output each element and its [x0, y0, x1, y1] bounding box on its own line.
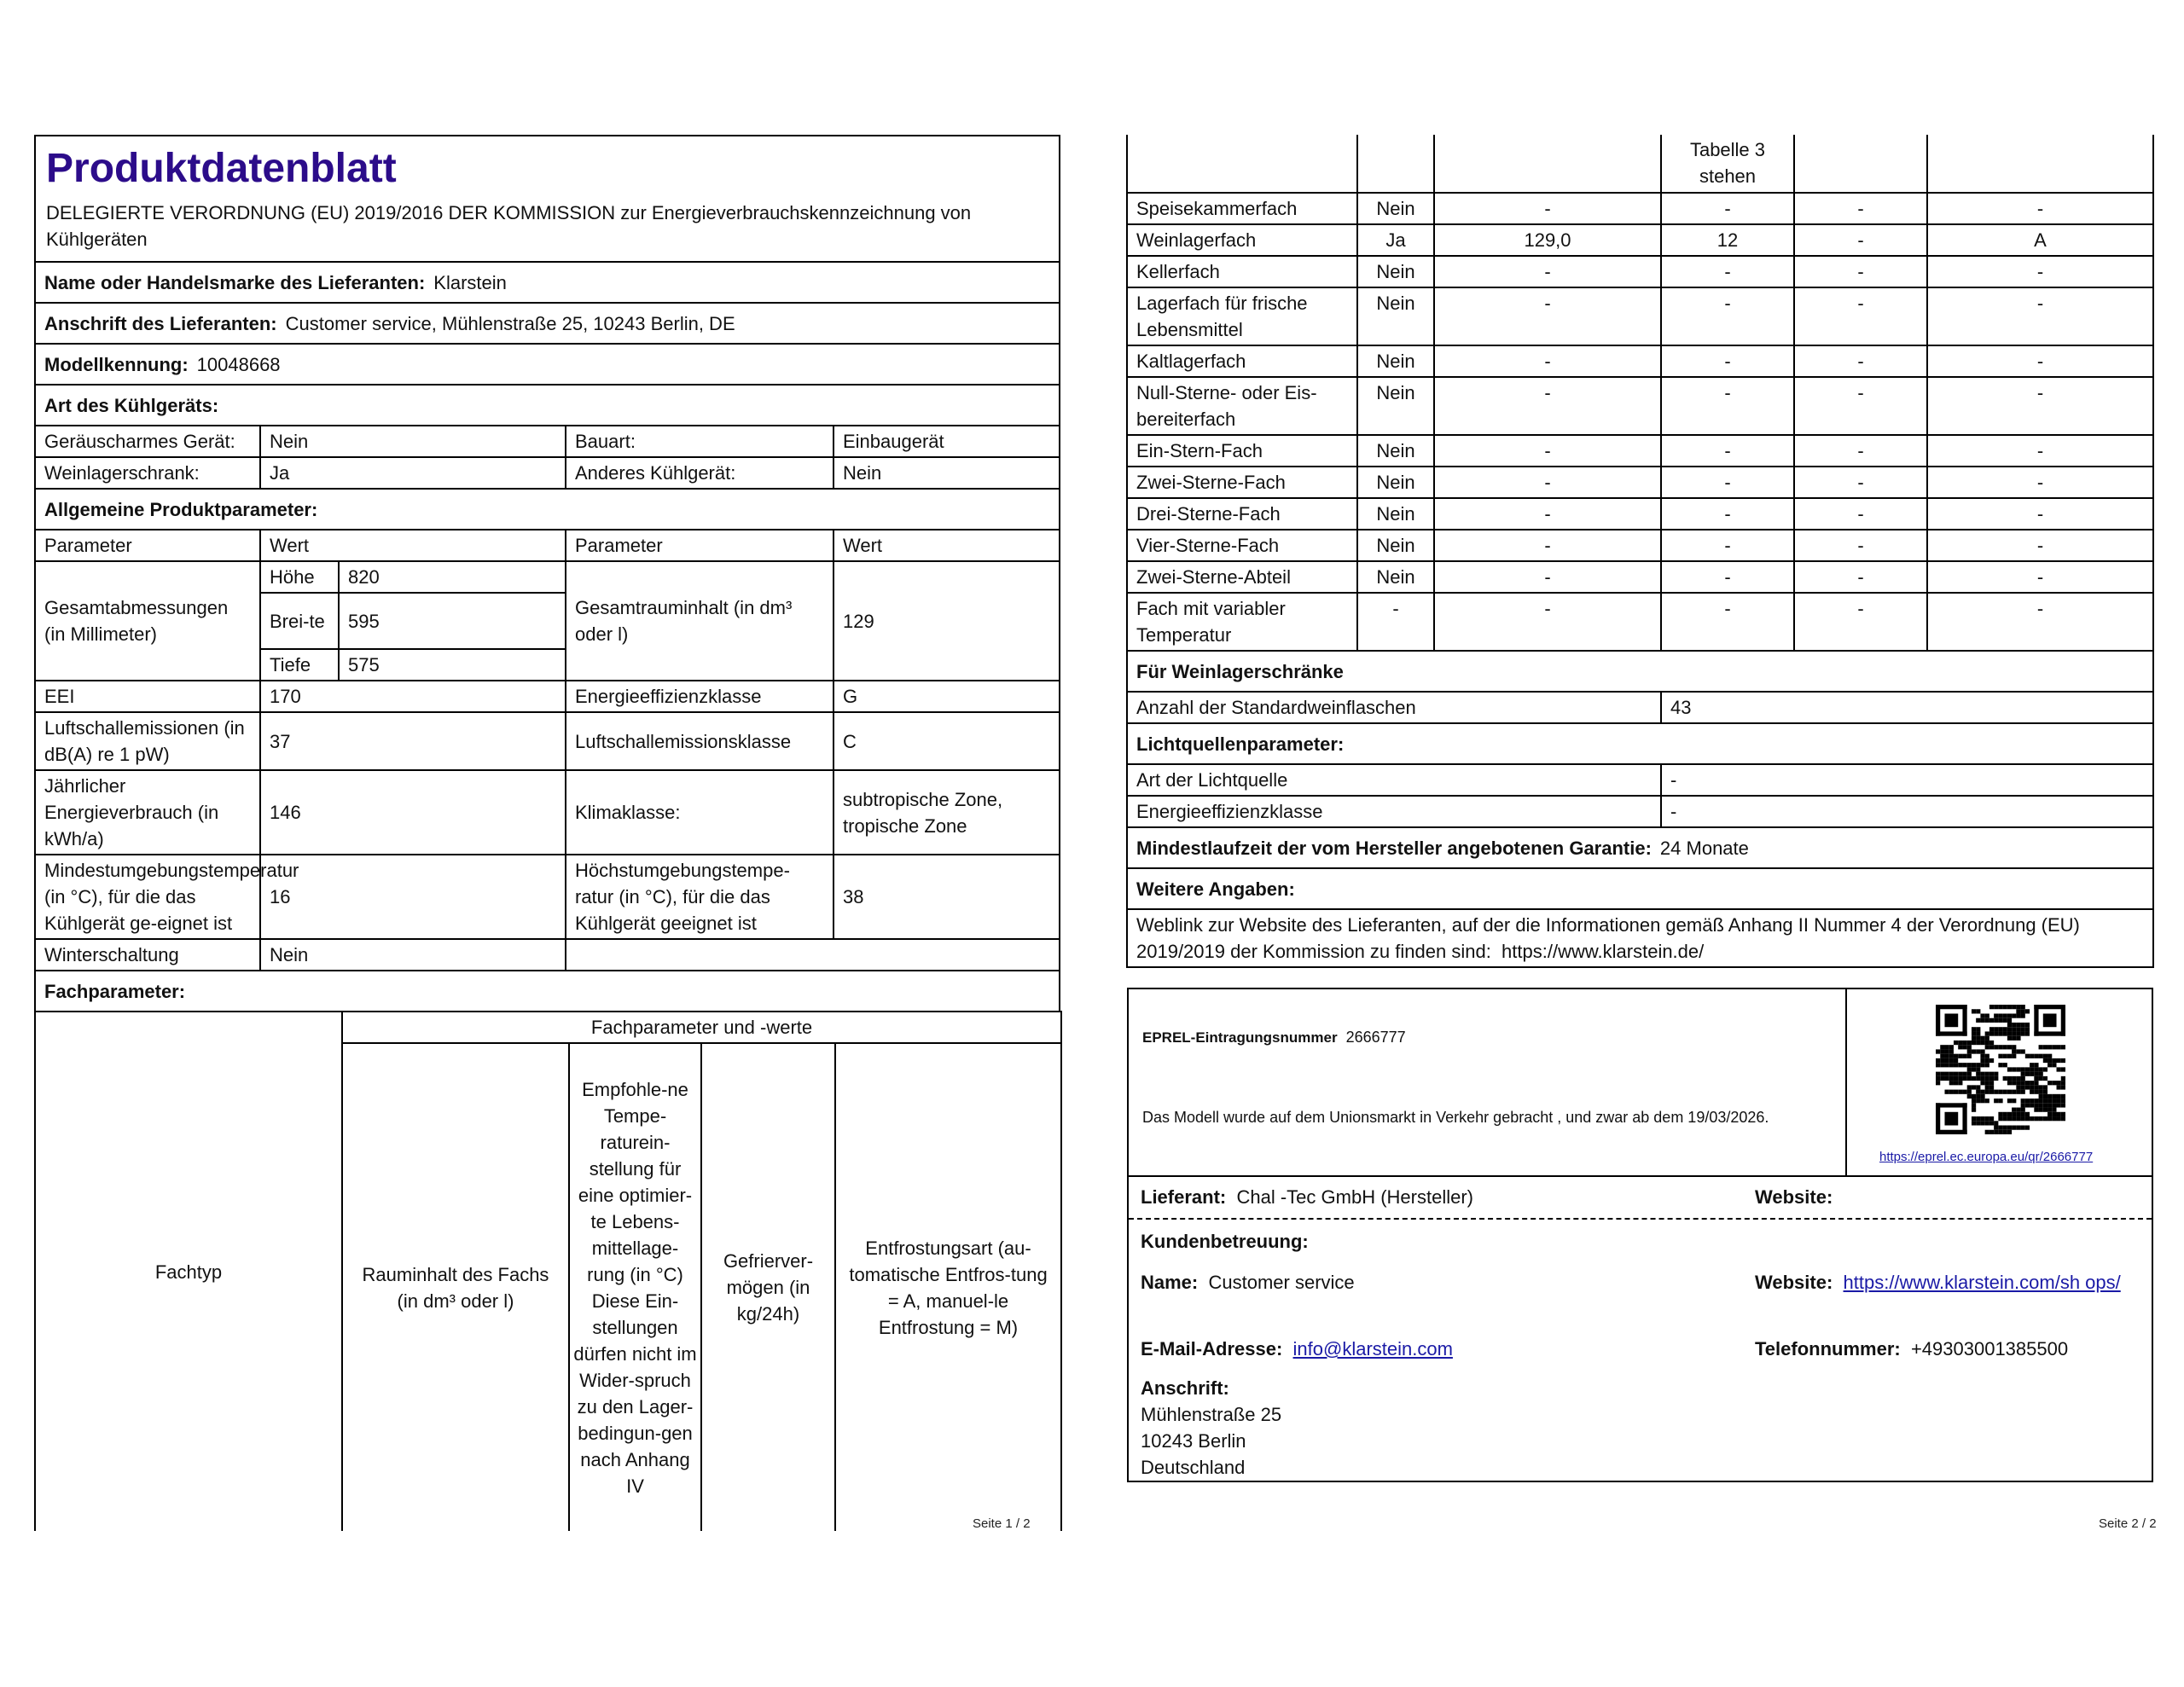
- compartment-name: Null-Sterne- oder Eis-bereiterfach: [1127, 377, 1357, 435]
- compartment-defrost: -: [1927, 530, 2153, 561]
- compartment-temp: -: [1661, 561, 1794, 593]
- compartment-defrost: -: [1927, 467, 2153, 498]
- compartment-defrost: -: [1927, 287, 2153, 345]
- compartment-present: Nein: [1357, 345, 1434, 377]
- compartment-present: Ja: [1357, 224, 1434, 256]
- compartment-temp: -: [1661, 593, 1794, 651]
- page-one: [34, 135, 1060, 1531]
- table-row: [1127, 377, 2153, 435]
- eprel-supplier: Lieferant: Chal -Tec GmbH (Hersteller): [1141, 1186, 1473, 1208]
- cs-address: Anschrift: Mühlenstraße 25 10243 Berlin Deutschland: [1141, 1377, 1282, 1478]
- compartment-defrost: -: [1927, 593, 2153, 651]
- table-row: [1127, 467, 2153, 498]
- more-heading: Weitere Angaben:: [1127, 868, 2153, 909]
- other-value: Nein: [834, 457, 1060, 489]
- compartment-present: Nein: [1357, 498, 1434, 530]
- supplier-row: [1129, 1177, 2152, 1220]
- general-heading: Allgemeine Produktparameter:: [35, 489, 1060, 530]
- cs-email: E-Mail-Adresse: info@klarstein.com: [1141, 1338, 1453, 1359]
- eei-label: EEI: [35, 681, 260, 712]
- energy-value: 146: [260, 770, 566, 855]
- compartment-defrost: -: [1927, 193, 2153, 224]
- eclass-label: Energieeffizienzklasse: [566, 681, 834, 712]
- type-heading: Art des Kühlgeräts:: [35, 385, 1060, 426]
- compartment-temp: -: [1661, 287, 1794, 345]
- compartment-temp: -: [1661, 377, 1794, 435]
- param-header-2: Parameter: [566, 530, 834, 561]
- compartment-freeze: -: [1794, 593, 1927, 651]
- compartment-volume: -: [1434, 530, 1661, 561]
- table-row: [1127, 345, 2153, 377]
- table-row: [1127, 193, 2153, 224]
- light-type-label: Art der Lichtquelle: [1127, 764, 1661, 796]
- document-subtitle: DELEGIERTE VERORDNUNG (EU) 2019/2016 DER KOMMISSION zur Energieverbrauchskennzeichnung von Kühlgeräten: [46, 202, 972, 250]
- table-row: [1127, 593, 2153, 651]
- compartment-volume: -: [1434, 593, 1661, 651]
- supplier-label: Name oder Handelsmarke des Lieferanten:: [44, 271, 426, 293]
- compartment-name: Weinlagerfach: [1127, 224, 1357, 256]
- cs-name: Name: Customer service: [1141, 1272, 1355, 1293]
- cont-empty-1: [1127, 135, 1357, 193]
- eprel-box: [1127, 988, 2153, 1482]
- customer-heading: Kundenbetreuung:: [1141, 1231, 1309, 1252]
- noise-class-label: Luftschallemissionsklasse: [566, 712, 834, 770]
- compartment-defrost: -: [1927, 256, 2153, 287]
- min-temp-label: Mindestumgebungstemperatur (in °C), für die das Kühlgerät ge-eignet ist: [35, 855, 260, 939]
- width-label: Brei-te: [260, 593, 339, 649]
- fach-header: Fachparameter und -werte: [342, 1012, 1061, 1043]
- qr-link[interactable]: https://eprel.ec.europa.eu/qr/2666777: [1879, 1150, 2094, 1164]
- height-value: 820: [339, 561, 566, 593]
- dims-label: Gesamtabmessungen (in Millimeter): [35, 561, 260, 681]
- col-volume: Rauminhalt des Fachs (in dm³ oder l): [342, 1043, 569, 1531]
- cont-empty-3: [1434, 135, 1661, 193]
- compartment-temp: -: [1661, 498, 1794, 530]
- compartment-present: Nein: [1357, 530, 1434, 561]
- bottles-label: Anzahl der Standardweinflaschen: [1127, 692, 1661, 723]
- design-label: Bauart:: [566, 426, 834, 457]
- light-class-value: -: [1661, 796, 2153, 827]
- depth-label: Tiefe: [260, 649, 339, 681]
- compartment-volume: -: [1434, 377, 1661, 435]
- warranty-row: Mindestlaufzeit der vom Hersteller angebotenen Garantie: 24 Monate: [1127, 827, 2153, 868]
- compartment-defrost: -: [1927, 377, 2153, 435]
- table-row: [1127, 530, 2153, 561]
- compartment-heading: Fachparameter:: [35, 971, 1060, 1012]
- table-row: [1127, 435, 2153, 467]
- compartment-temp: -: [1661, 467, 1794, 498]
- cs-website-link[interactable]: https://www.klarstein.com/sh ops/: [1843, 1272, 2121, 1293]
- compartment-present: Nein: [1357, 256, 1434, 287]
- compartment-name: Zwei-Sterne-Fach: [1127, 467, 1357, 498]
- compartment-volume: -: [1434, 435, 1661, 467]
- supplier-value: Klarstein: [433, 271, 507, 293]
- table-row: [1127, 224, 2153, 256]
- width-value: 595: [339, 593, 566, 649]
- weblink-text: Weblink zur Website des Lieferanten, auf der die Informationen gemäß Anhang II Nummer 4 der Verordnung (EU) 2019/2019 der Kommission zu finden sind:: [1136, 914, 2080, 962]
- cs-website: Website: https://www.klarstein.com/sh ops/: [1755, 1272, 2121, 1293]
- table-row: [1127, 498, 2153, 530]
- light-class-label: Energieeffizienzklasse: [1127, 796, 1661, 827]
- low-noise-label: Geräuscharmes Gerät:: [35, 426, 260, 457]
- wine-heading: Für Weinlagerschränke: [1127, 651, 2153, 692]
- compartment-defrost: -: [1927, 435, 2153, 467]
- wine-value: Ja: [260, 457, 566, 489]
- compartment-temp: -: [1661, 435, 1794, 467]
- low-noise-value: Nein: [260, 426, 566, 457]
- compartment-freeze: -: [1794, 287, 1927, 345]
- cont-empty-2: [1357, 135, 1434, 193]
- compartment-present: Nein: [1357, 287, 1434, 345]
- compartment-present: Nein: [1357, 377, 1434, 435]
- address-label: Anschrift des Lieferanten:: [44, 312, 277, 334]
- table-row: [1127, 256, 2153, 287]
- volume-value: 129: [834, 561, 1060, 681]
- compartment-volume: -: [1434, 193, 1661, 224]
- winter-empty: [566, 939, 1060, 971]
- winter-value: Nein: [260, 939, 566, 971]
- compartment-temp: -: [1661, 530, 1794, 561]
- noise-label: Luftschallemissionen (in dB(A) re 1 pW): [35, 712, 260, 770]
- model-value: 10048668: [196, 353, 281, 375]
- compartment-present: Nein: [1357, 561, 1434, 593]
- compartment-freeze: -: [1794, 561, 1927, 593]
- compartment-name: Drei-Sterne-Fach: [1127, 498, 1357, 530]
- design-value: Einbaugerät: [834, 426, 1060, 457]
- compartment-volume: 129,0: [1434, 224, 1661, 256]
- compartment-present: Nein: [1357, 193, 1434, 224]
- compartment-header-table: [34, 1011, 1062, 1531]
- compartment-freeze: -: [1794, 224, 1927, 256]
- supplier-row: [35, 262, 1060, 303]
- page-two: [1126, 135, 2152, 968]
- compartment-name: Zwei-Sterne-Abteil: [1127, 561, 1357, 593]
- compartment-name: Fach mit variabler Temperatur: [1127, 593, 1357, 651]
- noise-value: 37: [260, 712, 566, 770]
- model-label: Modellkennung:: [44, 353, 189, 375]
- energy-label: Jährlicher Energieverbrauch (in kWh/a): [35, 770, 260, 855]
- volume-label: Gesamtrauminhalt (in dm³ oder l): [566, 561, 834, 681]
- eclass-value: G: [834, 681, 1060, 712]
- wine-label: Weinlagerschrank:: [35, 457, 260, 489]
- compartment-freeze: -: [1794, 498, 1927, 530]
- page-one-footer: Seite 1 / 2: [973, 1516, 1031, 1531]
- other-label: Anderes Kühlgerät:: [566, 457, 834, 489]
- min-temp-value: 16: [260, 855, 566, 939]
- col-fachtyp: Fachtyp: [35, 1012, 342, 1531]
- eprel-divider: [1845, 989, 1847, 1175]
- max-temp-label: Höchstumgebungstempe-ratur (in °C), für die das Kühlgerät geeignet ist: [566, 855, 834, 939]
- compartment-volume: -: [1434, 287, 1661, 345]
- compartment-temp: -: [1661, 193, 1794, 224]
- compartment-present: Nein: [1357, 467, 1434, 498]
- cont-empty-6: [1927, 135, 2153, 193]
- compartment-defrost: A: [1927, 224, 2153, 256]
- compartment-volume: -: [1434, 467, 1661, 498]
- climate-value: subtropische Zone, tropische Zone: [834, 770, 1060, 855]
- eprel-top-section: [1129, 989, 2152, 1177]
- compartment-freeze: -: [1794, 345, 1927, 377]
- compartment-name: Ein-Stern-Fach: [1127, 435, 1357, 467]
- compartment-present: -: [1357, 593, 1434, 651]
- depth-value: 575: [339, 649, 566, 681]
- param-header: Parameter: [35, 530, 260, 561]
- compartment-volume: -: [1434, 256, 1661, 287]
- value-header: Wert: [260, 530, 566, 561]
- address-row: [35, 303, 1060, 344]
- compartment-defrost: -: [1927, 498, 2153, 530]
- cont-empty-5: [1794, 135, 1927, 193]
- compartment-volume: -: [1434, 498, 1661, 530]
- height-label: Höhe: [260, 561, 339, 593]
- wine-section-table: [1126, 650, 2154, 968]
- eprel-website-label: Website:: [1755, 1186, 1833, 1208]
- compartment-freeze: -: [1794, 467, 1927, 498]
- light-heading: Lichtquellenparameter:: [1127, 723, 2153, 764]
- compartment-table: [1126, 135, 2154, 652]
- compartment-freeze: -: [1794, 193, 1927, 224]
- eprel-market-text: Das Modell wurde auf dem Unionsmarkt in Verkehr gebracht , und zwar ab dem 19/03/2026.: [1142, 1109, 1769, 1126]
- email-link[interactable]: info@klarstein.com: [1292, 1338, 1453, 1359]
- noise-class-value: C: [834, 712, 1060, 770]
- cs-phone: Telefonnummer: +49303001385500: [1755, 1338, 2069, 1359]
- winter-label: Winterschaltung: [35, 939, 260, 971]
- max-temp-value: 38: [834, 855, 1060, 939]
- col-temp: Empfohle-ne Tempe-raturein-stellung für eine optimier-te Lebens-mittellage-rung (in °C) Diese Ein-stellungen dürfen nicht im Wider-spruch zu den Lager-bedingun-gen nach Anhang IV: [569, 1043, 701, 1531]
- bottles-value: 43: [1661, 692, 2153, 723]
- cont-header: Tabelle 3 stehen: [1661, 135, 1794, 193]
- weblink-url[interactable]: https://www.klarstein.de/: [1502, 941, 1705, 962]
- col-defrost: Entfrostungsart (au-tomatische Entfros-tung = A, manuel-le Entfrostung = M): [835, 1043, 1061, 1531]
- compartment-name: Vier-Sterne-Fach: [1127, 530, 1357, 561]
- eprel-registration: EPREL-Eintragungsnummer 2666777: [1142, 1029, 1406, 1046]
- value-header-2: Wert: [834, 530, 1060, 561]
- table-row: [1127, 287, 2153, 345]
- compartment-freeze: -: [1794, 435, 1927, 467]
- eei-value: 170: [260, 681, 566, 712]
- compartment-freeze: -: [1794, 256, 1927, 287]
- title-cell: [35, 136, 1060, 262]
- compartment-name: Kellerfach: [1127, 256, 1357, 287]
- address-value: Customer service, Mühlenstraße 25, 10243 Berlin, DE: [285, 312, 735, 334]
- compartment-temp: 12: [1661, 224, 1794, 256]
- compartment-defrost: -: [1927, 561, 2153, 593]
- col-freeze: Gefrierver-mögen (in kg/24h): [701, 1043, 835, 1531]
- qr-code-icon[interactable]: [1936, 1005, 2065, 1134]
- weblink-row: [1127, 909, 2153, 967]
- compartment-freeze: -: [1794, 377, 1927, 435]
- compartment-name: Kaltlagerfach: [1127, 345, 1357, 377]
- compartment-name: Speisekammerfach: [1127, 193, 1357, 224]
- compartment-defrost: -: [1927, 345, 2153, 377]
- table-row: [1127, 561, 2153, 593]
- compartment-name: Lagerfach für frische Lebensmittel: [1127, 287, 1357, 345]
- datasheet-table-page1: [34, 135, 1060, 1012]
- compartment-present: Nein: [1357, 435, 1434, 467]
- light-type-value: -: [1661, 764, 2153, 796]
- document-title: Produktdatenblatt: [46, 146, 397, 191]
- compartment-freeze: -: [1794, 530, 1927, 561]
- compartment-volume: -: [1434, 345, 1661, 377]
- climate-label: Klimaklasse:: [566, 770, 834, 855]
- model-row: [35, 344, 1060, 385]
- compartment-volume: -: [1434, 561, 1661, 593]
- page-two-footer: Seite 2 / 2: [2099, 1516, 2157, 1531]
- compartment-temp: -: [1661, 345, 1794, 377]
- compartment-temp: -: [1661, 256, 1794, 287]
